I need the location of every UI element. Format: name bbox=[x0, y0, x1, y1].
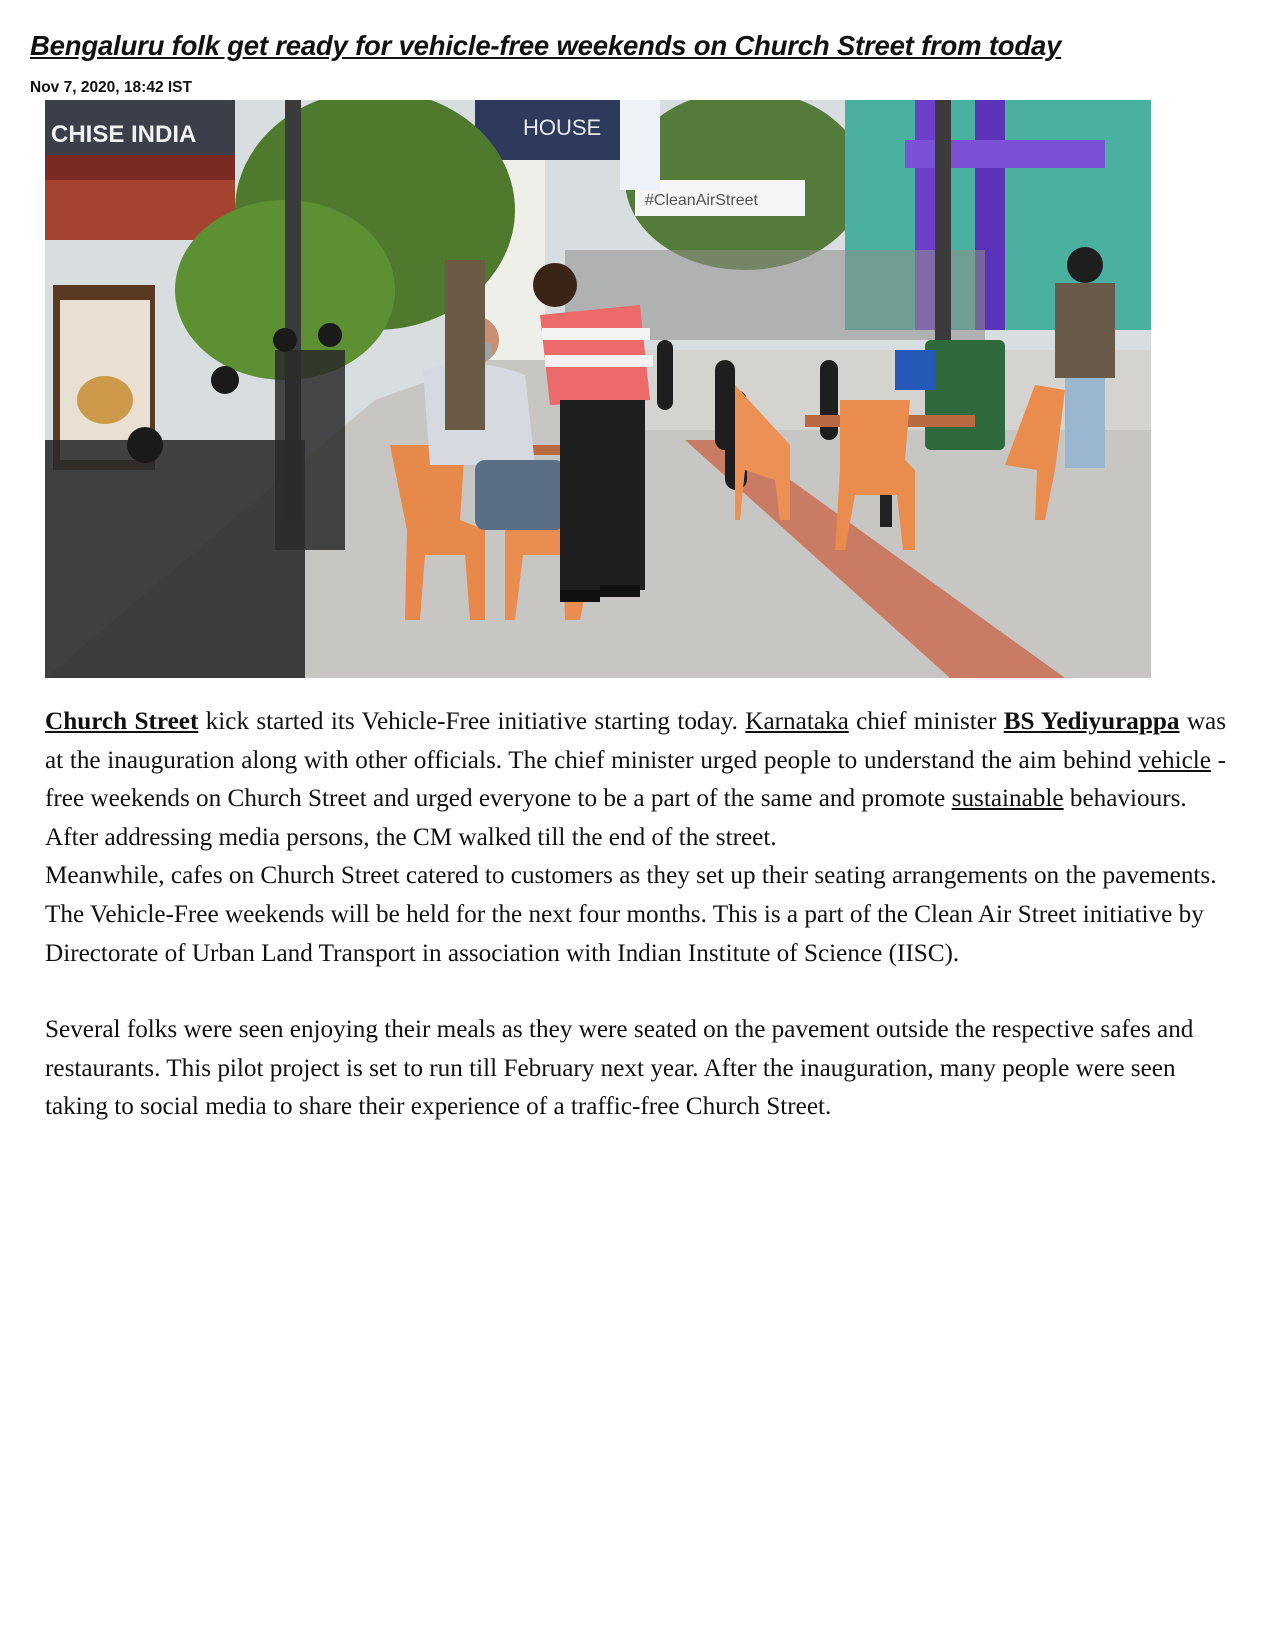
link-karnataka[interactable]: Karnataka bbox=[745, 708, 849, 735]
photo-sign-campaign: #CleanAirStreet bbox=[645, 192, 758, 209]
link-sustainable[interactable]: sustainable bbox=[951, 785, 1064, 813]
article-headline: Bengaluru folk get ready for vehicle-free weekends on Church Street from today bbox=[30, 30, 1062, 61]
paragraph-1-text-5: behaviours. bbox=[1063, 785, 1187, 813]
paragraph-1-text-3: was at the inauguration along with other officials. The chief minister urged people to understand the aim behind bbox=[45, 708, 1227, 774]
article-dateline: Nov 7, 2020, 18:42 IST bbox=[30, 79, 192, 96]
paragraph-1-text-1: kick started its Vehicle-Free initiative starting today. bbox=[198, 708, 746, 735]
photo-sign-house: HOUSE bbox=[523, 115, 602, 140]
link-bs-yediyurappa[interactable]: BS Yediyurappa bbox=[1003, 708, 1180, 735]
article-paragraph-4: Several folks were seen enjoying their meals as they were seated on the pavement outside the respective safes and restaurants. This pilot project is set to run till February next year. After the inauguration, many people were seen taking to social media to share their experience of a traffic-free Church Street. bbox=[45, 1016, 1194, 1121]
article-photo bbox=[45, 100, 1151, 678]
article-paragraph-3: Meanwhile, cafes on Church Street catered to customers as they set up their seating arrangements on the pavements. The Vehicle-Free weekends will be held for the next four months. This is a part of the Clean Air Street initiative by Directorate of Urban Land Transport in association with Indian Institute of Science (IISC). bbox=[45, 862, 1217, 967]
article-body bbox=[45, 703, 1226, 1127]
photo-sign-left: CHISE INDIA bbox=[51, 121, 197, 148]
article-paragraph-2: After addressing media persons, the CM walked till the end of the street. bbox=[45, 823, 777, 851]
link-vehicle[interactable]: vehicle bbox=[1138, 746, 1211, 774]
link-church-street[interactable]: Church Street bbox=[45, 708, 199, 735]
paragraph-1-text-2: chief minister bbox=[848, 708, 1004, 735]
article-paragraph-1 bbox=[45, 703, 1226, 819]
paragraph-1-text-4: -free weekends on Church Street and urged everyone to be a part of the same and promote bbox=[45, 746, 1226, 813]
